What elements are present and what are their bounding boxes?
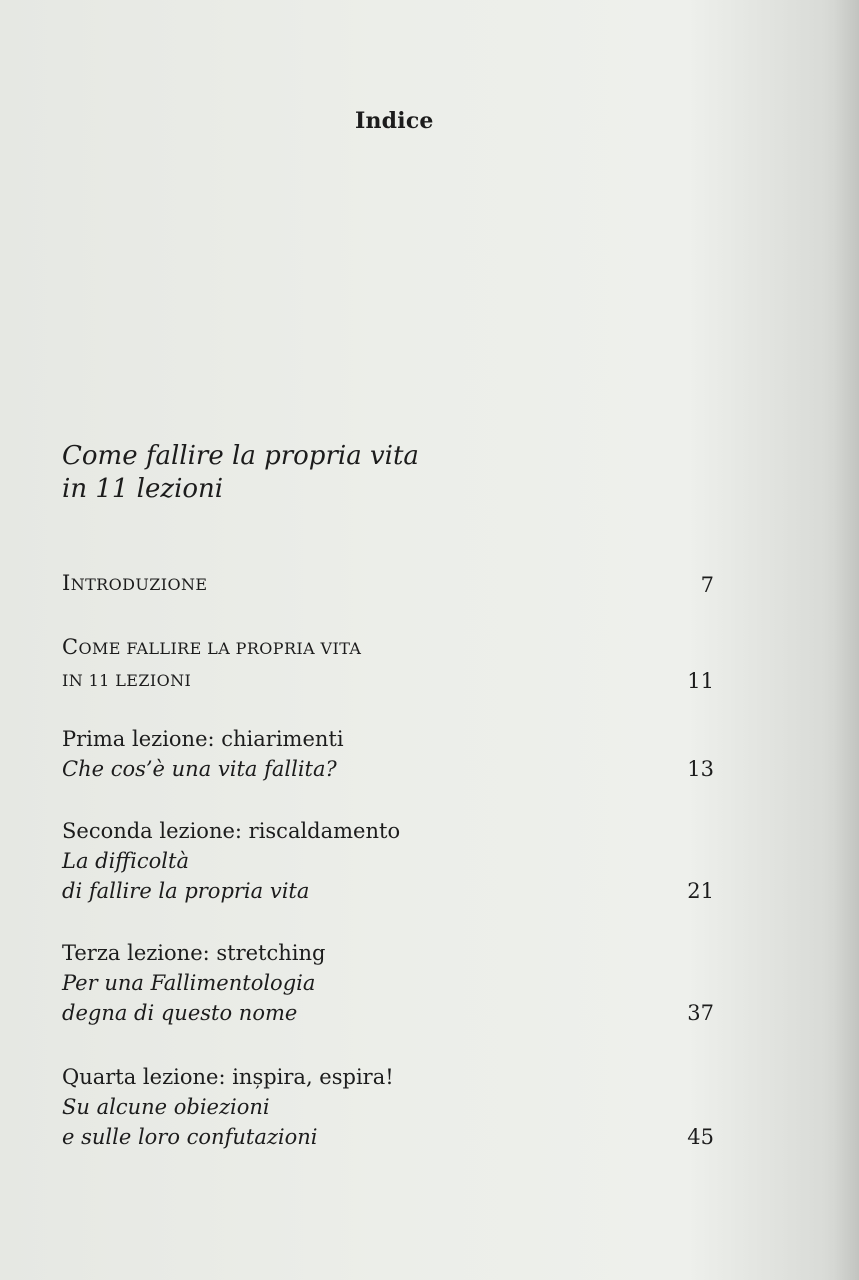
toc-page-number: 13 <box>687 757 714 781</box>
toc-entry-subtitle-line-1: Per una Fallimentologia <box>62 971 316 995</box>
toc-entry-seconda-lezione <box>62 816 714 906</box>
toc-page-number: 11 <box>687 669 714 693</box>
toc-page-number: 37 <box>687 1001 714 1025</box>
book-title-line-1: Come fallire la propria vita <box>62 441 419 471</box>
page-edge-shadow <box>833 0 859 1280</box>
toc-entry-introduzione <box>62 568 714 600</box>
toc-entry-prima-lezione <box>62 724 714 784</box>
toc-entry-title-line-1: COME FALLIRE LA PROPRIA VITA <box>62 635 362 659</box>
toc-entry-title: INTRODUZIONE <box>62 571 208 595</box>
toc-entry-subtitle-line-1: La difficoltà <box>62 849 189 873</box>
toc-entry-title: Prima lezione: chiarimenti <box>62 727 344 751</box>
index-heading: Indice <box>355 108 434 134</box>
toc-entry-subtitle-line-2: di fallire la propria vita <box>62 879 310 903</box>
book-title-line-2: in 11 lezioni <box>62 474 224 504</box>
toc-entry-subtitle-line-1: Su alcune obiezioni <box>62 1095 270 1119</box>
toc-entry-title: Terza lezione: stretching <box>62 941 326 965</box>
book-title <box>62 440 482 506</box>
toc-entry-quarta-lezione <box>62 1062 714 1152</box>
toc-page-number: 45 <box>687 1125 714 1149</box>
toc-entry-title-line-2: IN 11 LEZIONI <box>62 671 192 690</box>
toc-entry-title: Quarta lezione: inșpira, espira! <box>62 1065 394 1089</box>
toc-page-number: 21 <box>687 879 714 903</box>
toc-entry-title: Seconda lezione: riscaldamento <box>62 819 401 843</box>
toc-entry-subtitle-line-2: degna di questo nome <box>62 1001 298 1025</box>
toc-entry-terza-lezione <box>62 938 714 1028</box>
toc-page-number: 7 <box>700 573 714 597</box>
toc-entry-come-fallire <box>62 632 714 696</box>
toc-entry-subtitle: Che cos’è una vita fallita? <box>62 757 337 781</box>
toc-entry-subtitle-line-2: e sulle loro confutazioni <box>62 1125 318 1149</box>
